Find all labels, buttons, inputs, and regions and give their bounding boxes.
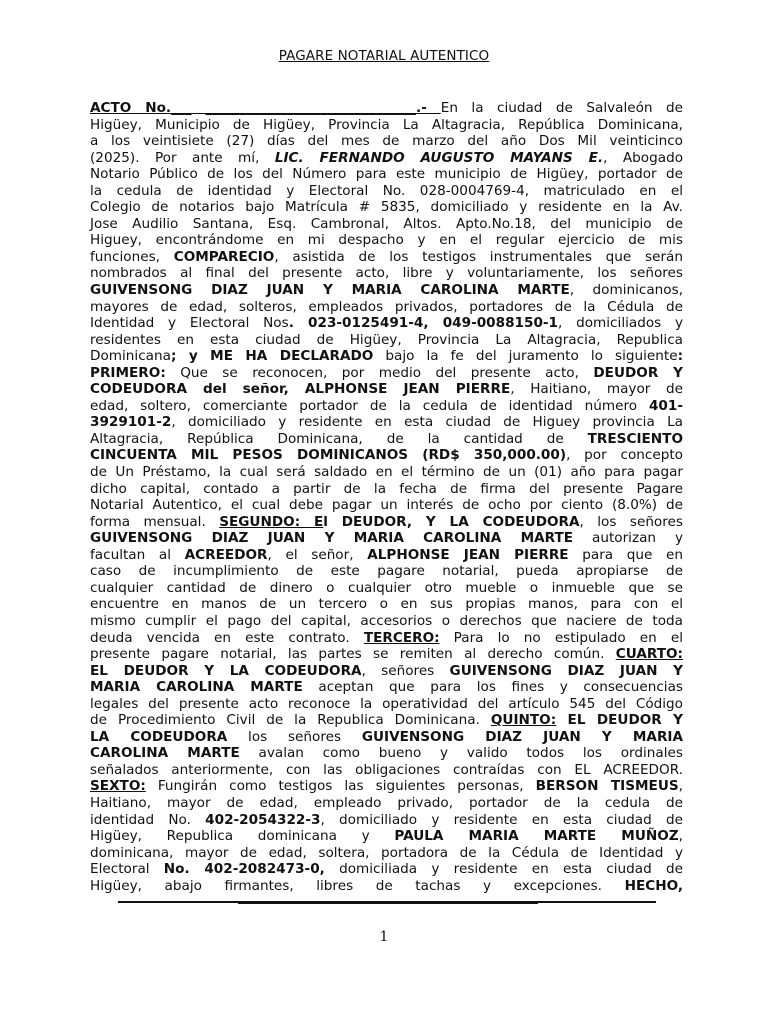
text-segment: aceptan que para los fines y consecuencias [302, 679, 684, 696]
text-line [90, 580, 683, 597]
text-line [90, 183, 683, 200]
text-segment: Fungirán como testigos las siguientes personas, [145, 778, 536, 795]
text-segment: , señores [361, 662, 450, 679]
text-segment: , domiciliado y residente en esta ciudad de Higuey provincia La [171, 414, 683, 431]
text-line [90, 630, 683, 647]
text-segment: BERSON TISMEUS [535, 778, 679, 795]
text-segment: ALPHONSE JEAN PIERRE [367, 546, 569, 563]
text-line [90, 828, 683, 845]
text-segment: funciones, [90, 248, 174, 265]
text-segment: , domiciliado y residente en esta ciudad de [320, 811, 683, 828]
text-segment: GUIVENSONG DIAZ JUAN Y [449, 662, 684, 679]
text-segment: los señores [227, 728, 362, 745]
text-line [90, 216, 683, 233]
text-line [90, 663, 683, 680]
text-segment: identidad No. [90, 811, 206, 828]
text-segment: 402-2054322-3 [205, 811, 321, 828]
text-segment: deuda vencida en este contrato. [90, 629, 364, 646]
page-number: 1 [379, 929, 389, 945]
text-segment: , [678, 828, 683, 845]
text-segment: Identidad y Electoral Nos [90, 315, 289, 332]
text-segment: GUIVENSONG DIAZ JUAN Y MARIA [361, 728, 683, 745]
text-segment: domiciliada y residente en esta ciudad de [324, 861, 683, 878]
text-segment: bajo la fe del juramento lo siguiente [373, 348, 678, 365]
text-segment: LIC. FERNANDO AUGUSTO MAYANS E. [274, 149, 604, 166]
text-line [90, 514, 683, 531]
text-line [90, 745, 683, 762]
text-segment: , el señor, [267, 546, 368, 563]
text-line [90, 547, 683, 564]
document-body [90, 100, 683, 894]
text-segment: GUIVENSONG DIAZ JUAN Y MARIA CAROLINA MARTE [90, 530, 574, 547]
text-segment: COMPARECIO [173, 248, 275, 265]
text-segment: autorizan y [573, 530, 683, 547]
text-segment: dominicana, mayor de edad, soltera, portadora de la Cédula de Identidad y [90, 844, 683, 861]
footer-divider [118, 901, 656, 903]
text-segment: , [678, 778, 683, 795]
text-line [90, 431, 683, 448]
text-segment: Jose Audilio Santana, Esq. Cambronal, Altos. Apto.No.18, del municipio de [90, 215, 683, 232]
text-segment: CODEUDORA del señor, ALPHONSE JEAN PIERRE [90, 381, 511, 398]
text-segment: No. 402-2082473-0, [163, 861, 325, 878]
text-segment: EL DEUDOR Y [556, 712, 683, 729]
text-segment: , los señores [579, 513, 683, 530]
text-line [90, 679, 683, 696]
text-line [90, 232, 683, 249]
text-segment: mayores de edad, solteros, empleados privados, portadores de la Cédula de [90, 298, 683, 315]
text-segment: (2025). Por ante mí, [90, 149, 275, 166]
text-segment: Para lo no estipulado en el [439, 629, 683, 646]
text-segment: ACTO No. [90, 100, 172, 116]
text-line [90, 530, 683, 547]
text-line [90, 464, 683, 481]
text-line [90, 150, 683, 167]
text-segment: SEXTO: [90, 778, 146, 795]
text-segment: Electoral [90, 861, 164, 878]
text-segment: de Procedimiento Civil de la Republica Dominicana. [90, 712, 491, 729]
text-line [90, 282, 683, 299]
text-line [90, 299, 683, 316]
text-line [90, 381, 683, 398]
text-segment: 401- [648, 397, 683, 414]
text-segment: Que se reconocen, por medio del presente acto, [165, 364, 594, 381]
text-line [90, 696, 683, 713]
text-segment: ___ _______________________________.- [171, 100, 441, 116]
text-segment: mismo cumplir el pago del capital, accesorios o derechos que naciere de toda [90, 612, 683, 629]
text-segment: CUARTO: [615, 646, 683, 663]
text-segment: Notario Público de los del Número para este municipio de Higüey, portador de [90, 166, 683, 183]
text-segment: TERCERO: [363, 629, 440, 646]
text-segment: Notarial Autentico, el cual debe pagar un interés de ocho por ciento (8.0%) de [90, 497, 683, 514]
text-segment: forma mensual. [90, 513, 220, 530]
text-segment: CAROLINA MARTE [90, 745, 240, 762]
document-title: PAGARE NOTARIAL AUTENTICO [278, 48, 490, 64]
text-segment: Haitiano, mayor de edad, empleado privado, portador de la cedula de [90, 794, 683, 811]
text-segment: caso de incumplimiento de este pagare notarial, pueda apropiarse de [90, 563, 683, 580]
text-segment: PAULA MARIA MARTE MUÑOZ [394, 828, 679, 845]
text-segment: cualquier cantidad de dinero o cualquier otro mueble o inmueble que se [90, 579, 683, 596]
text-segment: DEUDOR, Y LA CODEUDORA [341, 513, 580, 530]
text-line [90, 166, 683, 183]
text-line [90, 332, 683, 349]
text-segment: la cedula de identidad y Electoral No. 028-0004769-4, matriculado en el [90, 182, 683, 199]
text-line [90, 613, 683, 630]
text-segment: señalados anteriormente, con las obligaciones contraídas con EL ACREEDOR. [90, 761, 683, 778]
text-segment: dicho capital, contado a partir de la fecha de firma del presente Pagare [90, 480, 683, 497]
text-segment: PRIMERO: [90, 364, 166, 381]
text-segment: EL DEUDOR Y LA CODEUDORA [90, 662, 362, 679]
text-segment: En la ciudad de Salvaleón de [440, 100, 683, 116]
text-line [90, 249, 683, 266]
text-line [90, 596, 683, 613]
text-segment: residentes en esta ciudad de Higüey, Provincia La Altagracia, Republica [90, 331, 683, 348]
text-segment: , Abogado [603, 149, 684, 166]
text-segment: avalan como bueno y valido todos los ordinales [239, 745, 683, 762]
text-segment: , Haitiano, mayor de [510, 381, 683, 398]
text-segment: Dominicana [90, 348, 171, 365]
text-segment: , domiciliados y [558, 315, 684, 332]
text-segment: nombrados al final del presente acto, libre y voluntariamente, los señores [90, 265, 683, 282]
text-line [90, 861, 683, 878]
text-line [90, 199, 683, 216]
text-segment: ; y ME HA DECLARADO [170, 348, 374, 365]
text-segment: encuentre en manos de un tercero o en sus propias manos, para con el [90, 596, 683, 613]
text-segment: legales del presente acto reconoce la operatividad del artículo 545 del Código [90, 695, 683, 712]
text-line [90, 481, 683, 498]
text-segment: LA CODEUDORA [90, 728, 228, 745]
text-line [90, 812, 683, 829]
text-segment: , asistida de los testigos instrumentales que serán [274, 248, 683, 265]
text-line [90, 414, 683, 431]
text-segment: DEUDOR Y [593, 364, 683, 381]
text-line [90, 762, 683, 779]
text-line [90, 795, 683, 812]
text-segment: Higuey, encontrándome en mi despacho y en el regular ejercicio de mis [90, 232, 683, 249]
text-line [90, 398, 683, 415]
text-line [90, 100, 683, 117]
text-segment: GUIVENSONG DIAZ JUAN Y MARIA CAROLINA MARTE [90, 282, 570, 299]
text-line [90, 265, 683, 282]
text-line [90, 729, 683, 746]
text-line [90, 348, 683, 365]
text-segment: presente pagare notarial, las partes se remiten al derecho común. [90, 646, 616, 663]
text-segment: 3929101-2 [90, 414, 172, 431]
text-line [90, 646, 683, 663]
text-line [90, 845, 683, 862]
text-line [90, 778, 683, 795]
text-line [90, 447, 683, 464]
text-segment: a los veintisiete (27) días del mes de marzo del año Dos Mil veinticinco [90, 133, 683, 150]
text-segment: Colegio de notarios bajo Matrícula # 5835, domiciliado y residente en la Av. [90, 199, 683, 216]
text-segment: CINCUENTA MIL PESOS DOMINICANOS (RD$ 350,000.00) [90, 447, 567, 464]
text-segment: , por concepto [566, 447, 683, 464]
text-line [90, 712, 683, 729]
text-segment: : [677, 348, 683, 365]
text-line [90, 315, 683, 332]
text-segment: . 023-0125491-4, 049-0088150-1 [288, 315, 559, 332]
text-segment: SEGUNDO: E [219, 513, 324, 530]
text-line [90, 563, 683, 580]
text-segment: TRESCIENTO [587, 430, 683, 447]
text-segment: de Un Préstamo, la cual será saldado en el término de un (01) año para pagar [90, 464, 683, 481]
text-line [90, 497, 683, 514]
text-segment: edad, soltero, comerciante portador de la cedula de identidad número [90, 397, 649, 414]
text-segment: Altagracia, República Dominicana, de la cantidad de [90, 430, 588, 447]
text-segment: Higüey, Municipio de Higüey, Provincia La Altagracia, República Dominicana, [90, 116, 683, 133]
text-line [90, 133, 683, 150]
text-segment: , dominicanos, [569, 282, 684, 299]
text-segment: ACREEDOR [184, 546, 268, 563]
text-segment: l [323, 513, 342, 530]
text-segment: QUINTO: [490, 712, 557, 729]
text-segment: HECHO, [624, 877, 683, 894]
text-segment: facultan al [90, 546, 185, 563]
text-segment: MARIA CAROLINA MARTE [90, 679, 303, 696]
text-segment: Higüey, abajo firmantes, libres de tachas y excepciones. [90, 877, 625, 894]
text-line [90, 365, 683, 382]
text-segment: Higüey, Republica dominicana y [90, 828, 395, 845]
text-line [90, 117, 683, 134]
text-line [90, 878, 683, 895]
text-segment: para que en [568, 546, 684, 563]
